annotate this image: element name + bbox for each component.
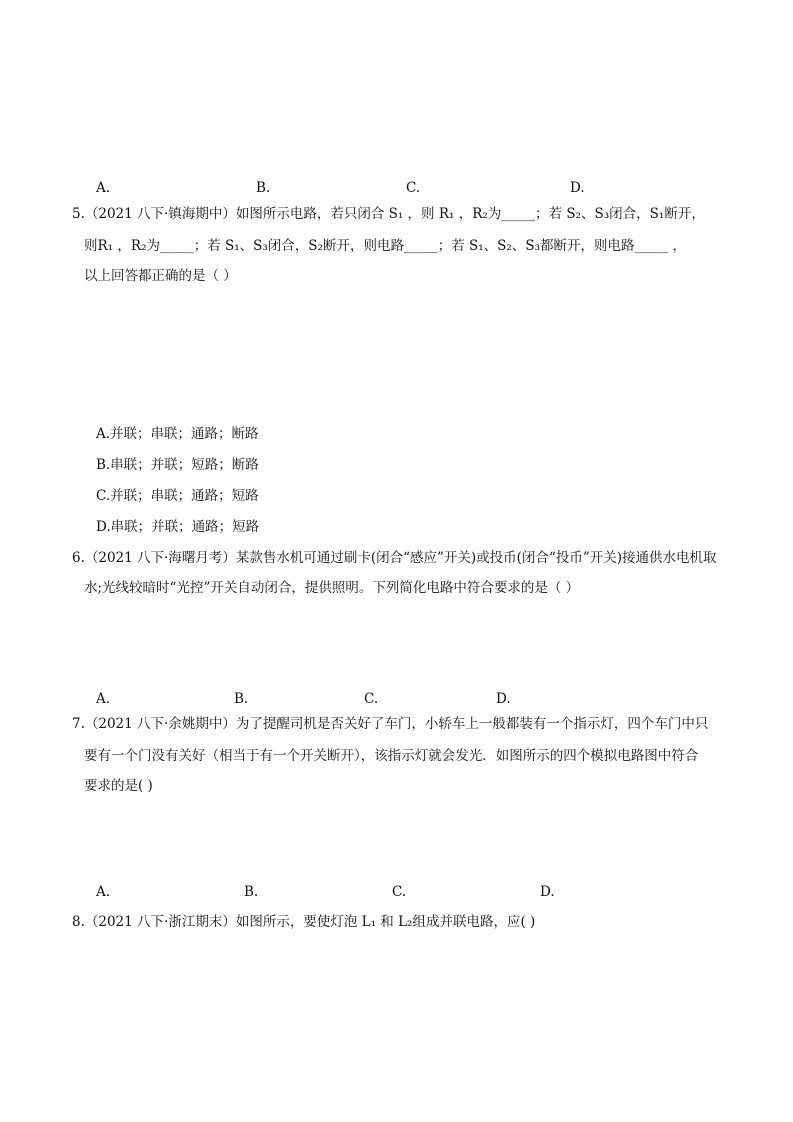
q6c-toubi: 投币 <box>402 655 418 664</box>
q6d-motor: M <box>583 652 592 661</box>
q6a-guangkong: 光控 <box>140 629 156 638</box>
q4c-s-banzhang: S班长 <box>490 153 512 162</box>
q5-line3: 以上回答都正确的是（ ） <box>84 268 237 284</box>
q4-option-d: D. <box>570 180 585 196</box>
q4a-s-jia: S甲 <box>162 113 176 122</box>
q6d-ganying: 感应 <box>524 659 540 668</box>
q7-line3: 要求的是( ) <box>84 778 153 794</box>
q6-option-b: B. <box>234 691 249 707</box>
q6-line2: 水;光线较暗时“光控”开关自动闭合，提供照明。下列简化电路中符合要求的是（ ） <box>84 580 580 596</box>
q5-option-c: C.并联；串联；通路；短路 <box>96 488 259 504</box>
q4a-s-yi: S乙 <box>190 113 204 122</box>
q8-line1: 8.（2021 八下·浙江期末）如图所示，要使灯泡 L₁ 和 L₂组成并联电路，应( ) <box>72 914 536 930</box>
q7b-s4: S₄ <box>362 873 371 882</box>
q6a-toubi: 投币 <box>132 673 148 682</box>
q6b-motor: M <box>317 652 326 661</box>
q4a-s-banzhang: S班长 <box>218 150 240 159</box>
q4-option-a: A. <box>96 180 111 196</box>
q6b-guangkong: 光控 <box>274 630 290 639</box>
q7c-s3: S₃ <box>436 875 445 884</box>
q6d-toubi: 投币 <box>552 659 568 668</box>
q4d-s-banzhang: S班长 <box>644 154 666 163</box>
q7c-s2: S₂ <box>498 839 507 848</box>
q7d-s2: S₂ <box>654 839 663 848</box>
q7b-s3: S₃ <box>336 873 345 882</box>
q4b-s-yi: S乙 <box>312 105 326 114</box>
q6d-lamp-label: L <box>596 629 602 638</box>
q6a-ganying: 感应 <box>132 644 148 653</box>
q7d-s1: S₁ <box>624 839 633 848</box>
q6d-dianyuan: 电源 <box>556 688 572 697</box>
q7c-s1: S₁ <box>436 839 445 848</box>
q6a-dianyuan: 电源 <box>154 688 170 697</box>
q6b-lamp-label: L <box>330 629 336 638</box>
q6b-dianyuan: 电源 <box>314 688 330 697</box>
q6a-motor: M <box>180 652 189 661</box>
q6c-motor: M <box>447 644 456 653</box>
q6b-ganying: 感应 <box>274 658 290 667</box>
q7a-s4: S₄ <box>210 871 219 880</box>
q4b-s-jia: S甲 <box>314 130 328 139</box>
q4-option-b: B. <box>256 180 271 196</box>
q7a-s2: S₂ <box>156 871 165 880</box>
q7-option-c: C. <box>392 884 407 900</box>
q7-option-b: B. <box>244 884 259 900</box>
q7-line2: 要有一个门没有关好（相当于有一个开关断开），该指示灯就会发光．如图所示的四个模拟电路图中符合 <box>84 748 699 764</box>
q7-option-a: A. <box>96 884 111 900</box>
q6c-ganying: 感应 <box>402 683 418 692</box>
q5-label-r1: R₁ <box>352 339 376 363</box>
q7-option-d: D. <box>540 884 555 900</box>
q5-line1: 5.（2021 八下·镇海期中）如图所示电路，若只闭合 S₁ ，则 R₁ ，R₂为_____；若 S₂、S₃闭合，S₁断开， <box>72 206 705 222</box>
q6-option-d: D. <box>496 691 511 707</box>
q4b-s-banzhang: S班长 <box>368 161 390 170</box>
q6c-guangkong: 光控 <box>402 623 418 632</box>
q6c-dianyuan: 电源 <box>444 683 460 692</box>
q7a-s1: S₁ <box>128 871 137 880</box>
q4-option-c: C. <box>406 180 421 196</box>
q6-option-c: C. <box>364 691 379 707</box>
q7-line1: 7.（2021 八下·余姚期中）为了提醒司机是否关好了车门，小轿车上一般都装有一个指示灯，四个车门中只 <box>72 716 709 732</box>
q6-line1: 6.（2021 八下·海曙月考）某款售水机可通过刷卡(闭合“感应”开关)或投币(闭合“投币”开关)接通供水电机取 <box>72 550 717 566</box>
q5-label-s2: S₂ <box>386 323 408 347</box>
q5-line2: 则R₁ ，R₂为_____；若 S₁、S₃闭合，S₂断开，则电路_____；若 S₁、S₂、S₃都断开，则电路_____ ， <box>84 238 687 254</box>
q7b-lamp-label: L <box>288 841 294 850</box>
q7b-s2: S₂ <box>308 873 317 882</box>
q7d-lamp-label: L <box>578 841 584 850</box>
q5-label-s1: S₁ <box>318 326 340 350</box>
q6a-lamp-label: L <box>192 629 198 638</box>
q6-option-a: A. <box>96 691 111 707</box>
q4d-s-jia: S甲 <box>644 127 658 136</box>
q5-option-a: A.并联；串联；通路；断路 <box>96 426 259 442</box>
q5-option-d: D.串联；并联；通路；短路 <box>96 519 260 535</box>
q7d-s4: S₄ <box>672 823 681 832</box>
q7c-s4: S₄ <box>486 875 495 884</box>
q4d-s-yi: S乙 <box>638 101 652 110</box>
q4c-s-yi: S乙 <box>510 115 524 124</box>
q6d-guangkong: 光控 <box>536 630 552 639</box>
q7d-s3: S₃ <box>640 877 649 886</box>
q5-option-b: B.串联；并联；短路；断路 <box>96 457 259 473</box>
q7b-s1: S₁ <box>280 873 289 882</box>
q4c-s-jia: S甲 <box>476 115 490 124</box>
q5-label-s3: S₃ <box>392 385 414 409</box>
q5-label-r2: R₂ <box>412 339 436 363</box>
q6b-toubi: 投币 <box>276 688 292 697</box>
q7a-s3: S₃ <box>184 871 193 880</box>
